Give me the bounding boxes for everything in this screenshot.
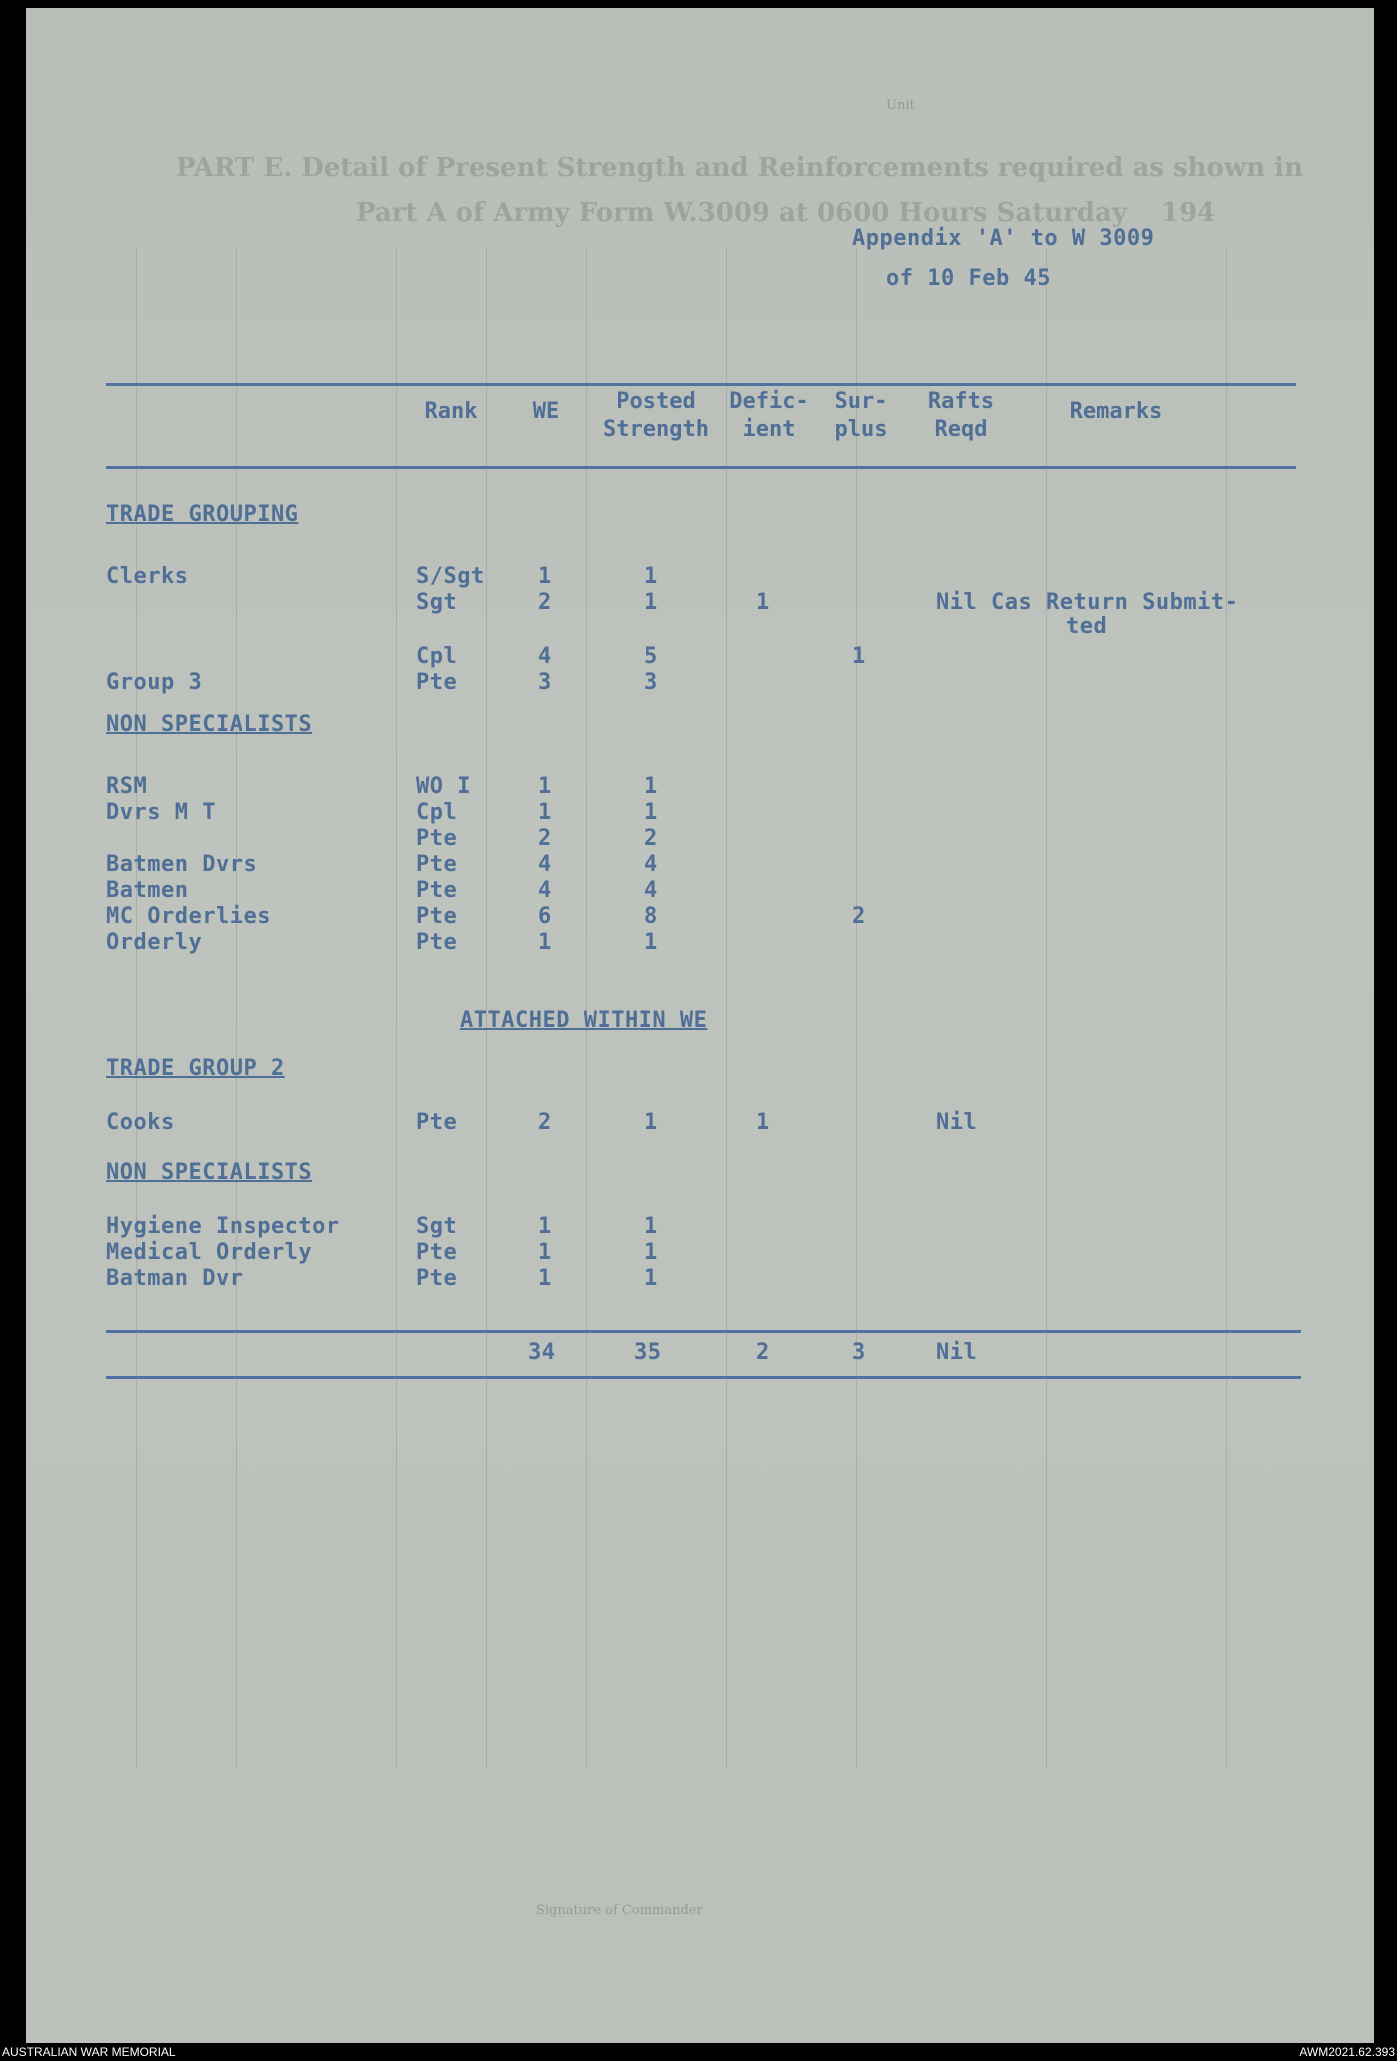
column-deficient: Defic- ient: [729, 389, 809, 442]
row-remarks: ted: [1066, 614, 1108, 639]
row-rank: Cpl: [416, 644, 458, 669]
row-rank: WO I: [416, 774, 471, 799]
row-rank: Pte: [416, 878, 458, 903]
row-we: 6: [538, 904, 552, 929]
row-name: Orderly: [106, 930, 203, 955]
column-we: WE: [532, 399, 560, 424]
column-posted-strength: Posted Strength: [603, 389, 709, 442]
footer-institution: AUSTRALIAN WAR MEMORIAL: [2, 2045, 176, 2059]
row-posted: 1: [644, 1266, 658, 1291]
row-we: 1: [538, 774, 552, 799]
row-we: 1: [538, 1214, 552, 1239]
row-we: 1: [538, 800, 552, 825]
total-we: 34: [528, 1340, 556, 1365]
row-remarks: Nil Cas Return Submit-: [936, 590, 1239, 615]
row-we: 1: [538, 1240, 552, 1265]
row-posted: 4: [644, 852, 658, 877]
row-posted: 1: [644, 930, 658, 955]
totals-bottom-rule: [106, 1376, 1301, 1379]
row-rank: Pte: [416, 904, 458, 929]
row-name: Medical Orderly: [106, 1240, 313, 1265]
section-trade-grouping: TRADE GROUPING: [106, 502, 299, 527]
row-name: Batmen Dvrs: [106, 852, 258, 877]
row-posted: 8: [644, 904, 658, 929]
row-posted: 1: [644, 1110, 658, 1135]
row-rank: S/Sgt: [416, 564, 485, 589]
row-posted: 4: [644, 878, 658, 903]
row-name: Batmen: [106, 878, 189, 903]
row-rank: Sgt: [416, 590, 458, 615]
row-name: RSM: [106, 774, 148, 799]
row-we: 2: [538, 1110, 552, 1135]
row-we: 2: [538, 826, 552, 851]
header-bottom-rule: [106, 466, 1296, 469]
row-posted: 1: [644, 800, 658, 825]
row-we: 1: [538, 564, 552, 589]
total-posted: 35: [634, 1340, 662, 1365]
row-name: Dvrs M T: [106, 800, 216, 825]
row-rank: Pte: [416, 852, 458, 877]
appendix-reference: Appendix 'A' to W 3009: [852, 226, 1155, 251]
row-rank: Pte: [416, 1110, 458, 1135]
total-rfts: Nil: [936, 1340, 978, 1365]
row-we: 4: [538, 878, 552, 903]
column-rank: Rank: [424, 399, 478, 424]
row-posted: 1: [644, 774, 658, 799]
row-posted: 1: [644, 1214, 658, 1239]
total-defic: 2: [756, 1340, 770, 1365]
printed-form-subtitle: Part A of Army Form W.3009 at 0600 Hours Saturday: [356, 198, 1127, 228]
row-rank: Pte: [416, 930, 458, 955]
row-rank: Cpl: [416, 800, 458, 825]
row-we: 1: [538, 1266, 552, 1291]
printed-form-year: 194: [1161, 198, 1216, 228]
row-we: 1: [538, 930, 552, 955]
row-deficient: 1: [756, 590, 770, 615]
column-surplus: Sur- plus: [834, 389, 888, 442]
row-rank: Pte: [416, 670, 458, 695]
row-rank: Pte: [416, 826, 458, 851]
row-surplus: 1: [852, 644, 866, 669]
header-top-rule: [106, 383, 1296, 386]
column-rfts-reqd: Rafts Reqd: [927, 389, 995, 442]
printed-form-title: PART E. Detail of Present Strength and Reinforcements required as shown in: [176, 153, 1304, 183]
row-posted: 1: [644, 564, 658, 589]
row-rfts: Nil: [936, 1110, 978, 1135]
column-remarks: Remarks: [1069, 399, 1163, 424]
row-rank: Pte: [416, 1266, 458, 1291]
section-attached-within-we: ATTACHED WITHIN WE: [460, 1008, 708, 1033]
row-name: Cooks: [106, 1110, 175, 1135]
row-surplus: 2: [852, 904, 866, 929]
document-page: [26, 8, 1374, 2043]
printed-signature-label: Signature of Commander: [536, 1903, 703, 1918]
row-we: 3: [538, 670, 552, 695]
footer-accession-number: AWM2021.62.393: [1299, 2045, 1395, 2059]
section-non-specialists: NON SPECIALISTS: [106, 712, 313, 737]
row-posted: 1: [644, 1240, 658, 1265]
row-posted: 5: [644, 644, 658, 669]
row-name: Hygiene Inspector: [106, 1214, 340, 1239]
total-surplus: 3: [852, 1340, 866, 1365]
row-deficient: 1: [756, 1110, 770, 1135]
section-trade-group-2: TRADE GROUP 2: [106, 1056, 285, 1081]
row-name: Clerks: [106, 564, 189, 589]
section-non-specialists: NON SPECIALISTS: [106, 1160, 313, 1185]
row-name: MC Orderlies: [106, 904, 271, 929]
row-name: Group 3: [106, 670, 203, 695]
row-posted: 2: [644, 826, 658, 851]
row-we: 4: [538, 644, 552, 669]
appendix-date: of 10 Feb 45: [886, 266, 1051, 291]
printed-unit-label: Unit: [886, 98, 915, 113]
row-posted: 3: [644, 670, 658, 695]
row-we: 4: [538, 852, 552, 877]
row-rank: Sgt: [416, 1214, 458, 1239]
totals-top-rule: [106, 1330, 1301, 1333]
row-we: 2: [538, 590, 552, 615]
row-rank: Pte: [416, 1240, 458, 1265]
row-posted: 1: [644, 590, 658, 615]
row-name: Batman Dvr: [106, 1266, 244, 1291]
